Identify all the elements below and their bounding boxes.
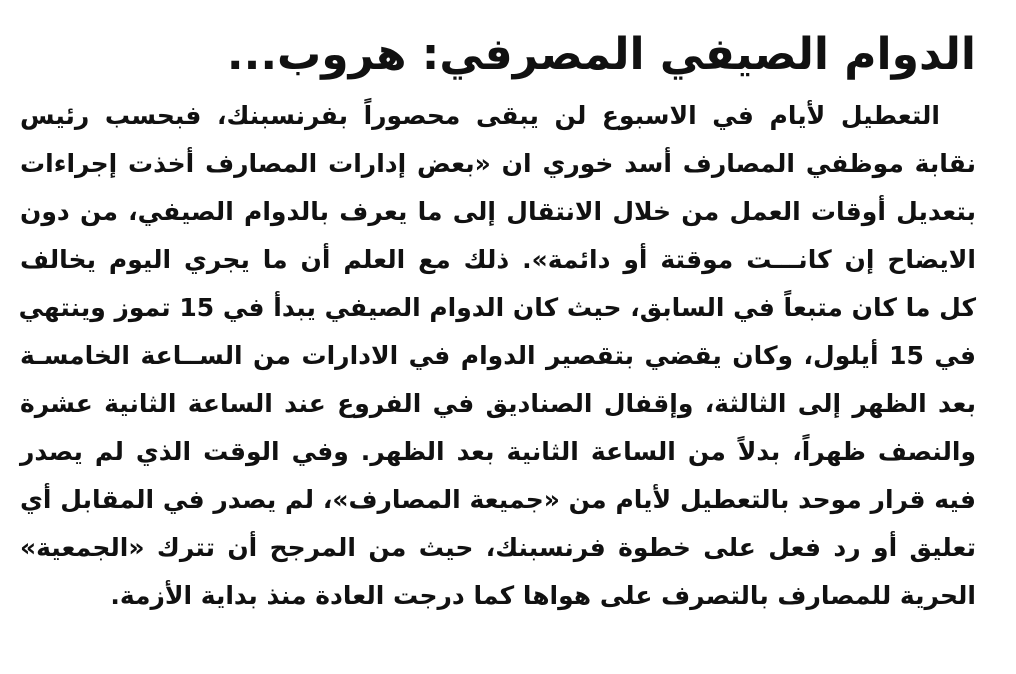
article-body-line: نقابة موظفي المصارف أسد خوري ان «بعض إدارات المصارف أخذت إجراءات	[20, 149, 976, 178]
article-body-line: بتعديل أوقات العمل من خلال الانتقال إلى ما يعرف بالدوام الصيفي، من دون	[20, 197, 976, 226]
article-body-line: كل ما كان متبعاً في السابق، حيث كان الدوام الصيفي يبدأ في 15 تموز وينتهي	[18, 293, 976, 322]
article-body-line: فيه قرار موحد بالتعطيل لأيام من «جميعة المصارف»، لم يصدر في المقابل أي	[20, 485, 976, 514]
article-body-line: التعطيل لأيام في الاسبوع لن يبقى محصوراً بفرنسبنك، فبحسب رئيس	[20, 101, 940, 130]
article-body-line: والنصف ظهراً، بدلاً من الساعة الثانية بعد الظهر. وفي الوقت الذي لم يصدر	[20, 437, 976, 466]
article-body-line: بعد الظهر إلى الثالثة، وإقفال الصناديق في الفروع عند الساعة الثانية عشرة	[20, 389, 976, 418]
article-headline: الدوام الصيفي المصرفي: هروب...	[226, 29, 976, 80]
article-body-line: الايضاح إن كانـــت موقتة أو دائمة». ذلك مع العلم أن ما يجري اليوم يخالف	[20, 245, 976, 274]
article-body-line: الحرية للمصارف بالتصرف على هواها كما درجت العادة منذ بداية الأزمة.	[110, 581, 976, 610]
article-body	[20, 92, 976, 620]
article-body-line: في 15 أيلول، وكان يقضي بتقصير الدوام في الادارات من الســاعة الخامسـة	[20, 341, 976, 370]
article-body-line: تعليق أو رد فعل على خطوة فرنسبنك، حيث من المرجح أن تترك «الجمعية»	[20, 533, 976, 562]
